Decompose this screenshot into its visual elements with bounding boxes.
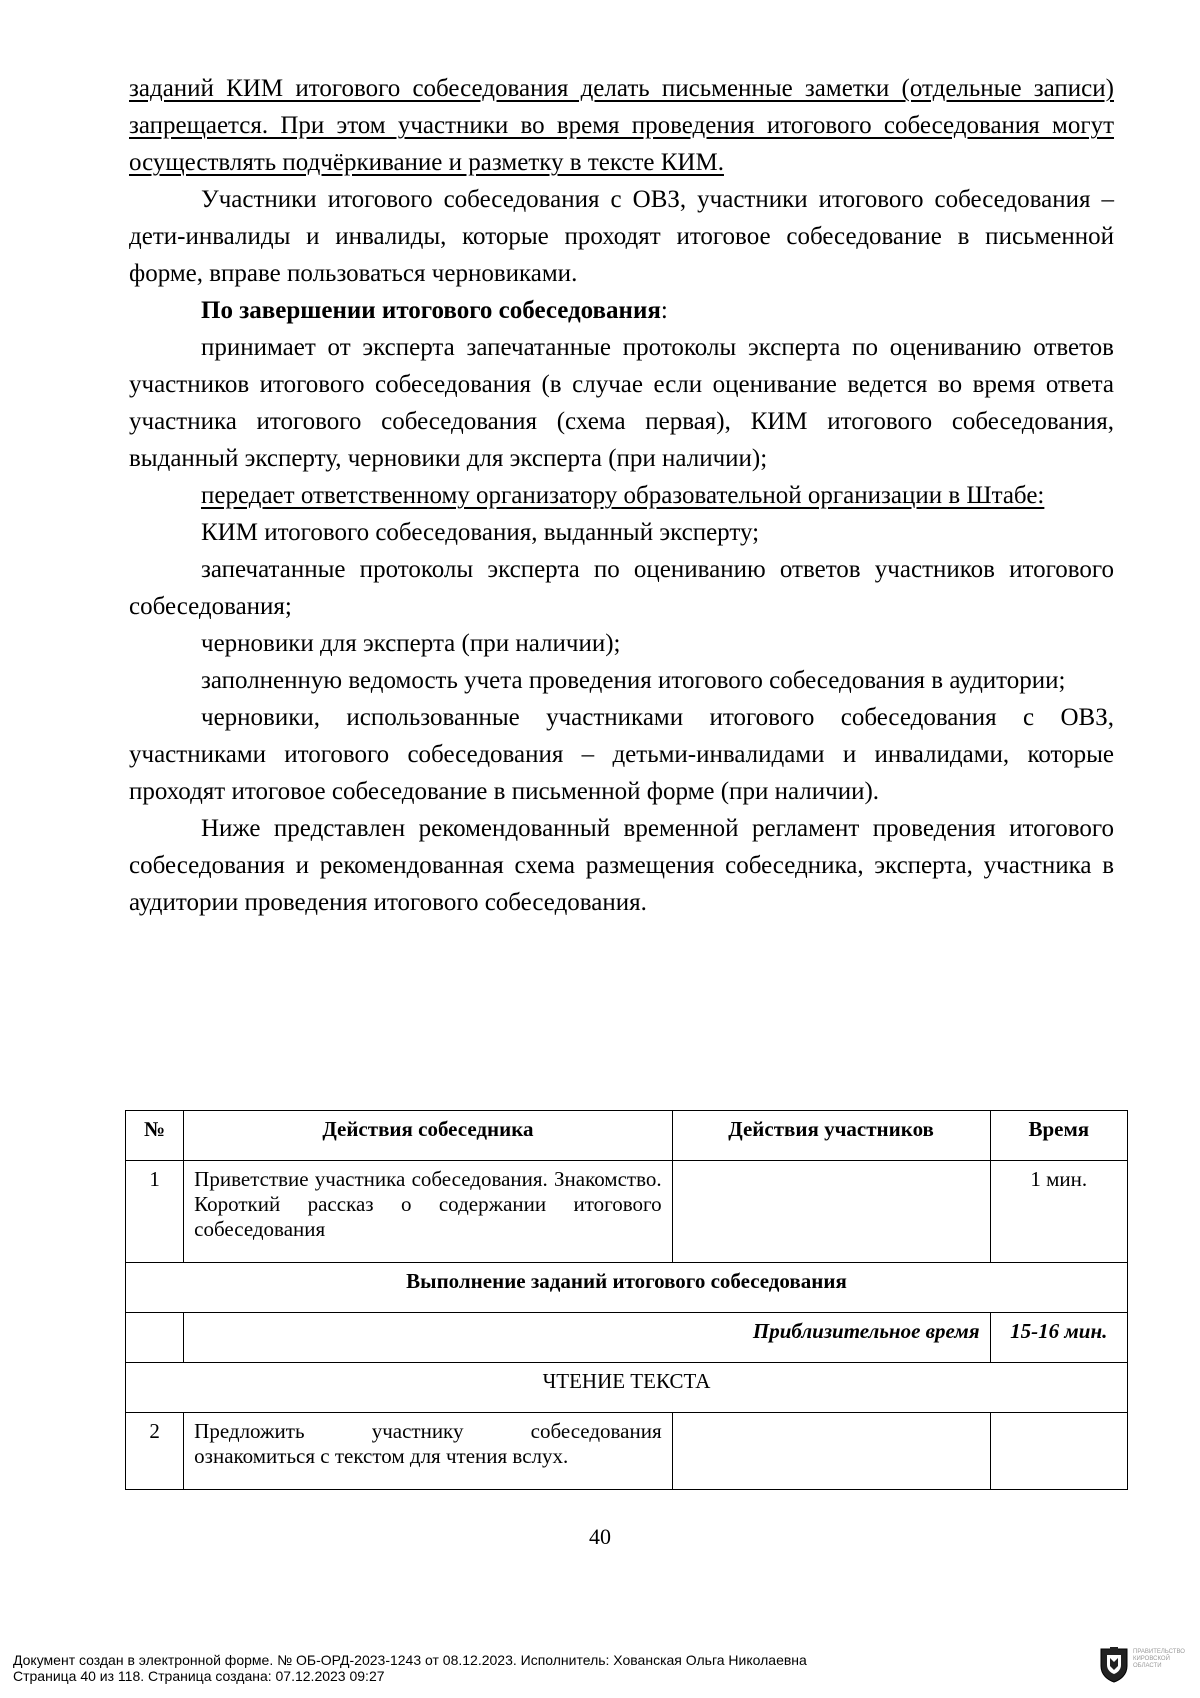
time-regulation-table [125,1110,1128,1490]
header-interlocutor-actions: Действия собеседника [184,1111,672,1161]
row-participant-action [672,1161,990,1263]
body-text [129,70,1114,921]
footer-line-document-info: Документ создан в электронной форме. № ОБ-ОРД-2023-1243 от 08.12.2023. Исполнитель: Хованская Ольга Николаевна [13,1652,807,1668]
table-row [126,1413,1128,1490]
table-row [126,1161,1128,1263]
paragraph-kim-item: КИМ итогового собеседования, выданный эксперту; [201,519,760,546]
paragraph-ovz-drafts: Участники итогового собеседования с ОВЗ, участники итогового собеседования – дети-инвалиды и инвалиды, которые проходят итоговое собеседование в письменной форме, вправе пользоваться черновиками. [129,186,1114,287]
approx-time-value: 15-16 мин. [990,1313,1127,1363]
document-footer [13,1652,807,1684]
table-header-row [126,1111,1128,1161]
table-section-row [126,1263,1128,1313]
header-participant-actions: Действия участников [672,1111,990,1161]
header-num: № [126,1111,184,1161]
coat-of-arms-icon [1098,1646,1130,1684]
paragraph-expert-drafts-item: черновики для эксперта (при наличии); [201,630,621,657]
header-time: Время [990,1111,1127,1161]
paragraph-transfers-to-organizer: передает ответственному организатору образовательной организации в Штабе: [201,482,1045,509]
paragraph-completion-heading: По завершении итогового собеседования: [201,297,668,324]
row-time [990,1413,1127,1490]
approx-empty-cell [126,1313,184,1363]
paragraph-protocols-item: запечатанные протоколы эксперта по оцениванию ответов участников итогового собеседования; [129,556,1114,620]
row-time: 1 мин. [990,1161,1127,1263]
row-num: 1 [126,1161,184,1263]
footer-line-page-info: Страница 40 из 118. Страница создана: 07.12.2023 09:27 [13,1668,385,1684]
approx-time-label: Приблизительное время [184,1313,990,1363]
emblem-caption: ПРАВИТЕЛЬСТВО КИРОВСКОЙ ОБЛАСТИ [1133,1649,1185,1669]
paragraph-participant-drafts-item: черновики, использованные участниками итогового собеседования с ОВЗ, участниками итогового собеседования – детьми-инвалидами и инвалидами, которые проходят итоговое собеседование в письменной форме (при наличии). [129,704,1114,805]
paragraph-accepts-from-expert: принимает от эксперта запечатанные протоколы эксперта по оцениванию ответов участников итогового собеседования (в случае если оценивание ведется во время ответа участника итогового собеседования (схема первая), КИМ итогового собеседования, выданный эксперту, черновики для эксперта (при наличии); [129,334,1114,472]
row-num: 2 [126,1413,184,1490]
reading-title: ЧТЕНИЕ ТЕКСТА [126,1363,1128,1413]
paragraph-notes-forbidden: заданий КИМ итогового собеседования делать письменные заметки (отдельные записи) запрещается. При этом участники во время проведения итогового собеседования могут осуществлять подчёркивание и разметку в тексте КИМ. [129,75,1114,176]
table-approx-row [126,1313,1128,1363]
table-reading-row [126,1363,1128,1413]
paragraph-statement-item: заполненную ведомость учета проведения итогового собеседования в аудитории; [201,667,1066,694]
row-interlocutor-action: Предложить участнику собеседования ознакомиться с текстом для чтения вслух. [184,1413,672,1490]
row-participant-action [672,1413,990,1490]
row-interlocutor-action: Приветствие участника собеседования. Знакомство. Короткий рассказ о содержании итогового собеседования [184,1161,672,1263]
paragraph-regulation-intro: Ниже представлен рекомендованный временной регламент проведения итогового собеседования и рекомендованная схема размещения собеседника, эксперта, участника в аудитории проведения итогового собеседования. [129,815,1114,916]
page-number: 40 [589,1524,611,1549]
section-title: Выполнение заданий итогового собеседования [126,1263,1128,1313]
